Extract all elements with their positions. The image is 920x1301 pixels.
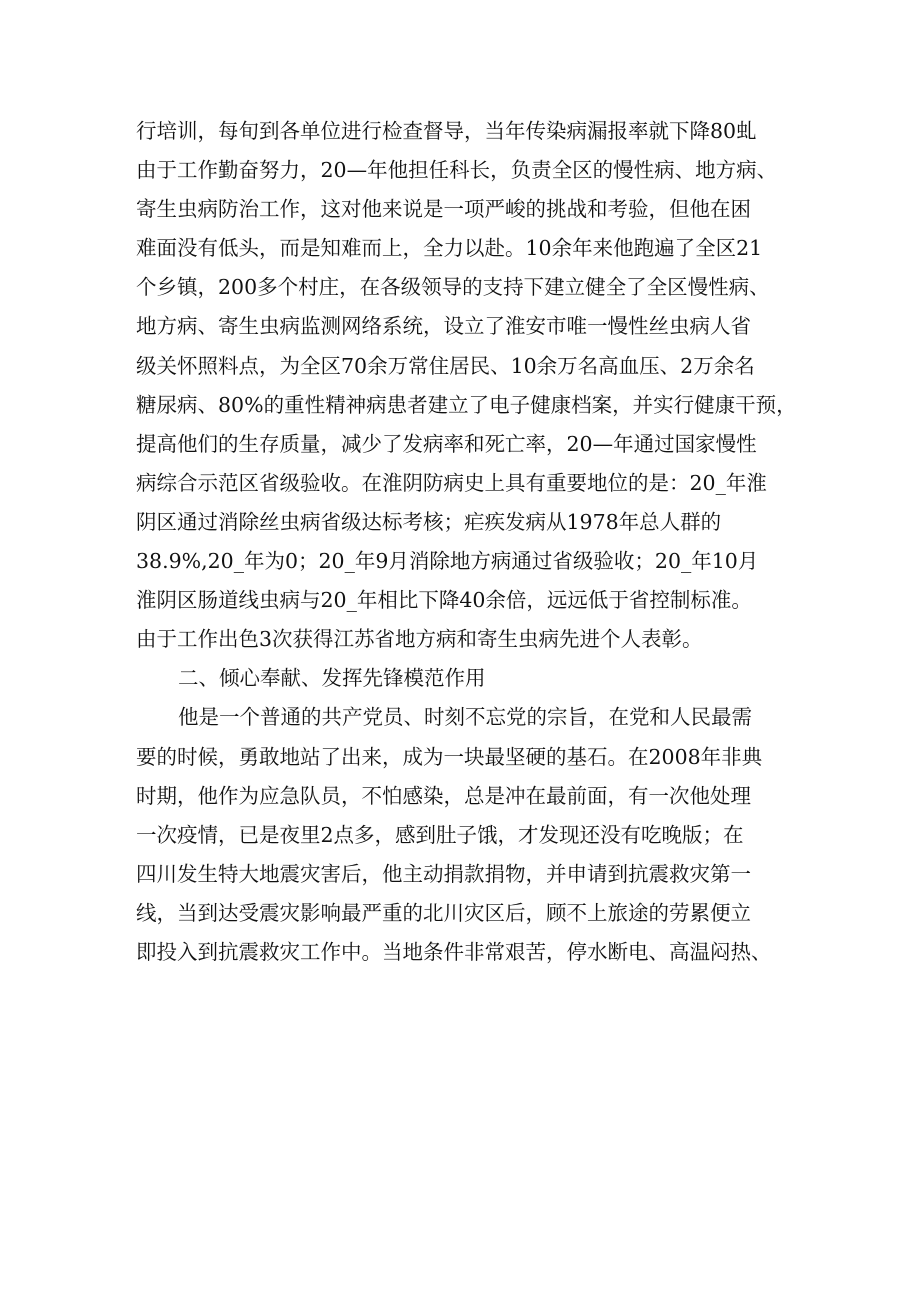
body-text-line: 地方病、寄生虫病监测网络系统，设立了淮安市唯一慢性丝虫病人省: [136, 314, 751, 339]
body-text-line: 糖尿病、80%的重性精神病患者建立了电子健康档案，并实行健康干预，: [136, 392, 797, 417]
body-text-line: 线，当到达受震灾影响最严重的北川灾区后，顾不上旅途的劳累便立: [136, 900, 751, 925]
body-text-line: 个乡镇，200多个村庄，在各级领导的支持下建立健全了全区慢性病、: [136, 275, 770, 300]
body-text-line: 行培训，每旬到各单位进行检查督导，当年传染病漏报率就下降80虬: [136, 119, 757, 143]
body-text-line: 一次疫情，已是夜里2点多，感到肚子饿，才发现还没有吃晚版；在: [136, 822, 744, 847]
body-text-line: 病综合示范区省级验收。在淮阴防病史上具有重要地位的是：20_年淮: [136, 470, 767, 495]
body-text-line: 四川发生特大地震灾害后，他主动捐款捐物，并申请到抗震救灾第一: [136, 861, 751, 886]
section-heading: 二、倾心奉献、发挥先锋模范作用: [178, 666, 486, 691]
body-text-line: 时期，他作为应急队员，不怕感染，总是冲在最前面，有一次他处理: [136, 783, 751, 808]
body-text-line: 淮阴区肠道线虫病与20_年相比下降40余倍，远远低于省控制标准。: [136, 588, 752, 613]
paragraph-first-line: 他是一个普通的共产党员、时刻不忘党的宗旨，在党和人民最需: [178, 705, 752, 730]
body-text-line: 级关怀照料点，为全区70余万常住居民、10余万名高血压、2万余名: [136, 353, 755, 378]
body-text-line: 阴区通过消除丝虫病省级达标考核；疟疾发病从1978年总人群的: [136, 509, 722, 534]
body-text-line: 38.9%,20_年为0；20_年9月消除地方病通过省级验收；20_年10月: [136, 549, 759, 574]
document-body: [136, 112, 816, 972]
body-text-line: 即投入到抗震救灾工作中。当地条件非常艰苦，停水断电、高温闷热、: [136, 939, 772, 964]
body-text-line: 提高他们的生存质量，减少了发病率和死亡率，20—年通过国家慢性: [136, 431, 757, 456]
body-text-line: 由于工作勤奋努力，20—年他担任科长，负责全区的慢性病、地方病、: [136, 158, 778, 183]
body-text-line: 要的时候，勇敢地站了出来，成为一块最坚硬的基石。在2008年非典: [136, 744, 763, 769]
body-text-line: 寄生虫病防治工作，这对他来说是一项严峻的挑战和考验，但他在困: [136, 197, 751, 222]
body-text-line: 难面没有低头，而是知难而上，全力以赴。10余年来他跑遍了全区21: [136, 236, 763, 261]
body-text-line: 由于工作出色3次获得江苏省地方病和寄生虫病先进个人表彰。: [136, 627, 703, 652]
